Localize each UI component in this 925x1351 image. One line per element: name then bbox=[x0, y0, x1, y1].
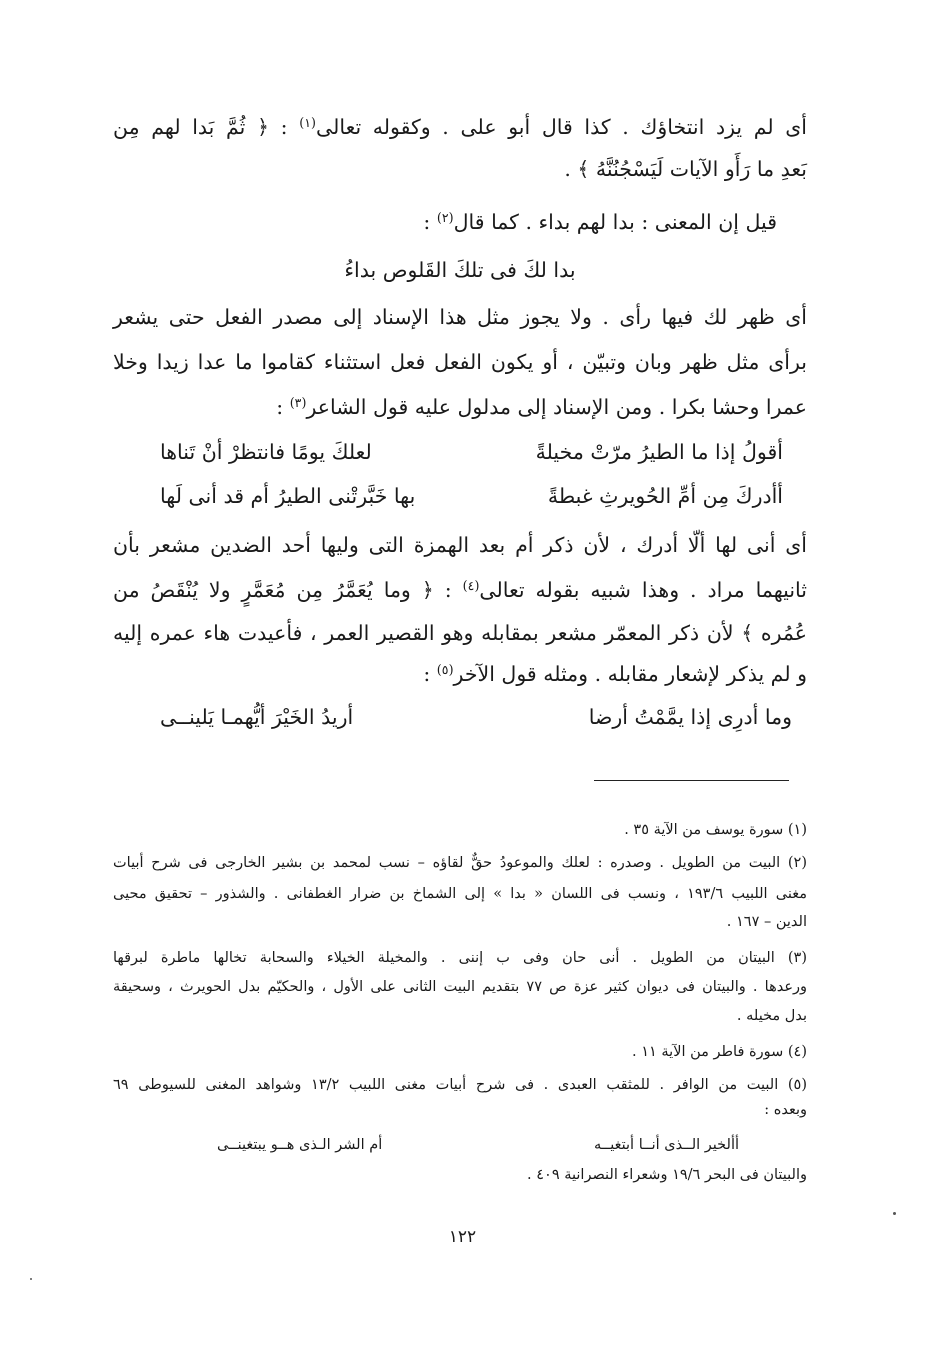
verse-hemistich: لعلكَ يومًا فانتظرْ أنْ تَناها bbox=[160, 440, 372, 464]
footnote: والبيتان فى البحر ١٩/٦ وشعراء النصرانية ٤٠٩ . bbox=[527, 1167, 807, 1183]
page-number: ١٢٢ bbox=[448, 1227, 477, 1247]
footnote: وبعده : bbox=[764, 1102, 807, 1118]
footnote-ref[interactable]: (١) bbox=[299, 115, 316, 131]
verse-hemistich: أأدركَ مِن أمِّ الحُويرثِ غبطةً bbox=[547, 484, 783, 508]
footnote: بدل مخيله . bbox=[736, 1008, 807, 1024]
footnote: ورعدها . والبيتان فى ديوان كثير عزة ص ٧٧ بتقديم البيت الثانى على الأول ، والحكيّم بدل الحويرث ، وسحيقة bbox=[113, 979, 807, 995]
footnote: (٥) البيت من الوافر . للمثقب العبدى . فى شرح أبيات مغنى اللبيب ١٣/٢ وشواهد المغنى للسيوطى ٦٩ bbox=[113, 1077, 807, 1093]
footnote: الدين – ١٦٧ . bbox=[726, 914, 807, 930]
body-line: قيل إن المعنى : بدا لهم بداء . كما قال$^{(٢)}$ : bbox=[423, 210, 777, 234]
verse-hemistich: وما أدرِى إذا يمَّمْتُ أرضا bbox=[588, 705, 792, 729]
body-line: و لم يذكر لإشعار مقابله . ومثله قول الآخر$^{(٥)}$ : bbox=[423, 662, 807, 686]
body-line: أى أنى لها ألّا أدرك ، لأن ذكر أم بعد الهمزة التى وليها أحد الضدين مشعر بأن bbox=[113, 533, 807, 557]
footnote: (١) سورة يوسف من الآية ٣٥ . bbox=[624, 822, 807, 838]
verse-line: بدا لكَ فى تلكَ القَلوص بداءُ bbox=[344, 258, 576, 282]
verse-hemistich: أقولُ إذا ما الطيرُ مرّتْ مخيلةً bbox=[535, 440, 783, 464]
body-line: عمرا وحشا بكرا . ومن الإسناد إلى مدلول عليه قول الشاعر$^{(٣)}$ : bbox=[276, 395, 807, 419]
body-line: ثانيهما مراد . وهذا شبيه بقوله تعالى$^{(٤)}$ : ﴿ وما يُعَمَّرُ مِن مُعَمَّرٍ ولا يُنْقَصُ من bbox=[113, 578, 808, 602]
footnote: (٣) البيتان من الطويل . أنى حان وفى ب إننى . والمخيلة الخيلاء والسحابة تخالها ماطرة لبرقها bbox=[113, 950, 807, 966]
scan-speck bbox=[893, 1212, 896, 1215]
body-line: عُمُره ﴾ لأن ذكر المعمّر مشعر بمقابله وهو القصير العمر ، فأعيدت هاء عمره إليه bbox=[113, 621, 807, 645]
footnote-verse-hemistich: أم الشر الـذى هــو يبتغينــى bbox=[217, 1137, 383, 1153]
verse-hemistich: أريدُ الخَيْرَ أيُّهمـا يَلينــى bbox=[160, 705, 354, 729]
footnote-ref[interactable]: (٣) bbox=[289, 395, 307, 411]
body-line: برأى مثل ظهر وبان وتبيّن ، أو يكون الفعل فعل استثناء كقاموا ما عدا زيدا وخلا bbox=[113, 350, 807, 374]
footnote-ref[interactable]: (٥) bbox=[436, 662, 454, 678]
body-line: أى ظهر لك فيها رأى . ولا يجوز مثل هذا الإسناد إلى مصدر الفعل حتى يشعر bbox=[113, 305, 807, 329]
footnote: (٤) سورة فاطر من الآية ١١ . bbox=[631, 1044, 807, 1060]
verse-hemistich: بها خَبَّرتْنى الطيرُ أم قد أنى لَها bbox=[160, 484, 416, 508]
body-line: أى لم يزد انتخاؤك . كذا قال أبو على . وكقوله تعالى$^{(١)}$ : ﴿ ثُمَّ بَدا لهم مِن bbox=[113, 115, 808, 139]
body-line: بَعدِ ما رَأَو الآيات لَيَسْجُنُنَّهُ ﴾ . bbox=[564, 157, 807, 181]
footnote-verse-hemistich: أألخير الــذى أنــا أبتغيــه bbox=[594, 1137, 739, 1153]
scan-speck bbox=[30, 1278, 32, 1280]
footnote-ref[interactable]: (٢) bbox=[436, 210, 454, 226]
footnote: (٢) البيت من الطويل . وصدره : لعلك والموعودُ حقٌّ لقاؤه – نسب لمحمد بن بشير الخارجى فى شرح أبيات bbox=[113, 855, 807, 871]
footnote: مغنى اللبيب ١٩٣/٦ ، ونسب فى اللسان « بدا » إلى الشماخ بن ضرار الغطفانى . والشذور – تحقيق محيى bbox=[113, 886, 807, 902]
footnote-separator bbox=[594, 780, 789, 781]
footnote-ref[interactable]: (٤) bbox=[462, 578, 480, 594]
